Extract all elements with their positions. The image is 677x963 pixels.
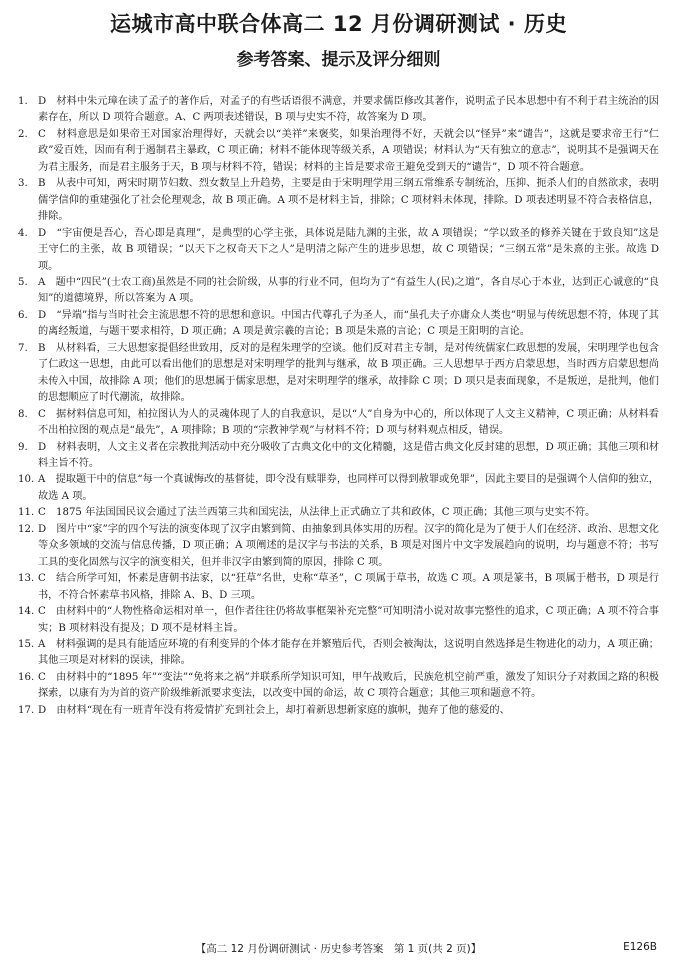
answer-text: D “宇宙便是吾心，吾心即是真理”，是典型的心学主张，具体说是陆九渊的主张，故 A 项错误；“学以致圣的修养关键在于致良知”这是王守仁的主张，故 B 项错误；“以天下之权奇天下之人”是明清之际产生的进步思想，故 C 项错误；“三纲五常”是朱熹的主张。故选 D 项。 <box>38 227 659 272</box>
answer-item <box>18 522 659 571</box>
answer-number: 14. <box>18 606 35 618</box>
answer-text: C 据材料信息可知，柏拉图认为人的灵魂体现了人的自我意识，是以“人”自身为中心的，所以体现了人文主义精神，C 项正确；从材料看不出柏拉图的观点是“最先”，A 项排除；B 项的“宗教神学观”与材料不符；D 项与材料观点相反，错误。 <box>38 408 659 437</box>
answer-number: 17. <box>18 704 35 716</box>
answer-text: C 1875 年法国国民议会通过了法兰西第三共和国宪法，从法律上正式确立了共和政体，C 项正确；其他三项与史实不符。 <box>38 507 596 519</box>
answer-number: 5. <box>18 276 28 288</box>
answer-text: A 题中“四民”(士农工商)虽然是不同的社会阶级，从事的行业不同，但均为了“有益生人(民)之道”，各自尽心于本业，达到正心诚意的“良知”的道德境界，所以答案为 A 项。 <box>38 276 659 305</box>
answer-item <box>18 472 659 505</box>
answer-number: 11. <box>18 507 35 519</box>
answer-item <box>18 407 659 440</box>
answer-number: 12. <box>18 523 35 535</box>
answer-item <box>18 604 659 637</box>
answer-number: 15. <box>18 638 35 650</box>
answer-number: 1. <box>18 96 28 107</box>
answer-text: D “异端”指与当时社会主流思想不符的思想和意识。中国古代尊孔子为圣人，而“虽孔夫子亦庸众人类也”明显与传统思想不符，体现了其的离经叛道，与题干要求相符，D 项正确；A 项是黄宗羲的言论；B 项是朱熹的言论；C 项是王阳明的言论。 <box>38 309 659 338</box>
answer-item <box>18 670 659 703</box>
answer-number: 16. <box>18 671 35 683</box>
answer-text: B 从材料看，三大思想家提倡经世致用，反对的是程朱理学的空谈。他们反对君主专制，是对传统儒家仁政思想的发展，宋明理学也包含了仁政这一思想，由此可以看出他们的思想是对宋明理学的批判与继承，故 B 项正确。三人思想早于西方启蒙思想，当时西方启蒙思想尚未传入中国，故排除 A 项；他们的思想属于儒家思想，是对宋明理学的继承，故排除 C 项；D 项只是表面现象，不是叛逆，是批判，他们的思想顺应了时代潮流，故排除。 <box>38 342 659 404</box>
answer-text: A 材料强调的是具有能适应环境的有利变异的个体才能存在并繁殖后代，否则会被淘汰，这说明自然选择是生物进化的动力，A 项正确；其他三项是对材料的误读，排除。 <box>38 638 659 667</box>
answer-list <box>18 94 659 719</box>
answer-number: 10. <box>18 474 35 486</box>
answer-text: D 由材料“现在有一班青年没有将爱情扩充到社会上，却打着新思想新家庭的旗帜，抛弃了他的慈爱的、 <box>38 704 510 716</box>
answer-item <box>18 440 659 473</box>
answer-number: 4. <box>18 227 28 239</box>
answer-item <box>18 94 659 127</box>
answer-item <box>18 341 659 407</box>
answer-item <box>18 176 659 225</box>
answer-text: C 材料意思是如果帝王对国家治理得好，天就会以“美祥”来褒奖，如果治理得不好，天就会以“怪异”来“谴告”，这就是要求帝王行“仁政”爱百姓，因而有利于遏制君主暴政，C 项正确；材料不能体现等级关系，A 项错误；材料认为“天有独立的意志”，说明其不是强调天在为君主服务，而是君主服务于天，B 项与材料不符，错误；材料的主旨是要求帝王避免受到天的“谴告”，D 项不符合题意。 <box>38 128 659 173</box>
footer-code: E126B <box>623 941 657 953</box>
answer-text: A 提取题干中的信息“每一个真诚悔改的基督徒，即令没有赎罪券，也同样可以得到赦罪或免罪”，因此主要目的是强调个人信仰的独立，故选 A 项。 <box>38 474 659 502</box>
page-title: 运城市高中联合体高二 12 月份调研测试 · 历史 <box>110 12 567 36</box>
answer-item <box>18 637 659 670</box>
answer-text: D 材料中朱元璋在读了孟子的著作后，对孟子的有些话语很不满意，并要求儒臣修改其著作，说明孟子民本思想中有不利于君主统治的因素存在，所以 D 项符合题意。A、C 两项表述错误，B 项与史实不符，故答案为 D 项。 <box>38 96 659 124</box>
answer-text: D 图片中“家”字的四个写法的演变体现了汉字由繁到简、由抽象到具体实用的历程。汉字的简化是为了便于人们在经济、政治、思想文化等众多领域的交流与信息传播，D 项正确；A 项阐述的是汉字与书法的关系，B 项是对图片中文字发展趋向的说明，均与题意不符；书写工具的变化固然与汉字的演变相关，但并非汉字由繁到简的原因，排除 C 项。 <box>38 523 659 568</box>
answer-item <box>18 571 659 604</box>
answer-text: C 由材料中的“人物性格命运相对单一，但作者往往仍将故事框架补充完整”可知明清小说对故事完整性的追求，C 项正确；A 项不符合事实；B 项材料没有提及；D 项不是材料主旨。 <box>38 606 659 634</box>
answer-item <box>18 308 659 341</box>
answer-text: C 结合所学可知，怀素是唐朝书法家，以“狂草”名世，史称“草圣”，C 项属于草书，故选 C 项。A 项是篆书，B 项属于楷书，D 项是行书，不符合怀素草书风格，排除 A、B、D 三项。 <box>38 573 659 601</box>
answer-number: 13. <box>18 573 35 585</box>
answer-number: 8. <box>18 408 28 420</box>
page-subtitle: 参考答案、提示及评分细则 <box>236 50 441 70</box>
answer-number: 6. <box>18 309 28 321</box>
answer-text: C 由材料中的“1895 年”“变法”“免将来之祸”并联系所学知识可知，甲午战败后，民族危机空前严重，激发了知识分子对救国之路的积极探索，以康有为为首的资产阶级维新派要求变法，以改变中国的命运，故 C 项符合题意；其他三项和题意不符。 <box>38 671 659 700</box>
answer-item <box>18 127 659 176</box>
footer-page-info: 【高二 12 月份调研测试 · 历史参考答案 第 1 页(共 2 页)】 <box>195 943 482 955</box>
answer-item <box>18 275 659 308</box>
answer-text: D 材料表明，人文主义者在宗教批判活动中充分吸收了古典文化中的文化精髓，这是借古典文化反封建的思想，D 项正确；其他三项和材料主旨不符。 <box>38 441 659 469</box>
answer-item <box>18 226 659 275</box>
answer-text: B 从表中可知，两宋时期节妇数、烈女数呈上升趋势，主要是由于宋明理学用三纲五常维系专制统治，压抑、扼杀人们的自然欲求，表明儒学信仰的重建强化了社会伦理观念，故 B 项正确。A 项不是材料主旨，排除；C 项材料未体现，排除。D 项表述明显不符合表格信息，排除。 <box>38 178 659 223</box>
answer-item <box>18 703 659 719</box>
answer-number: 7. <box>18 342 28 354</box>
answer-item <box>18 505 659 521</box>
answer-number: 2. <box>18 128 28 140</box>
answer-number: 3. <box>18 178 28 190</box>
answer-number: 9. <box>18 441 28 453</box>
